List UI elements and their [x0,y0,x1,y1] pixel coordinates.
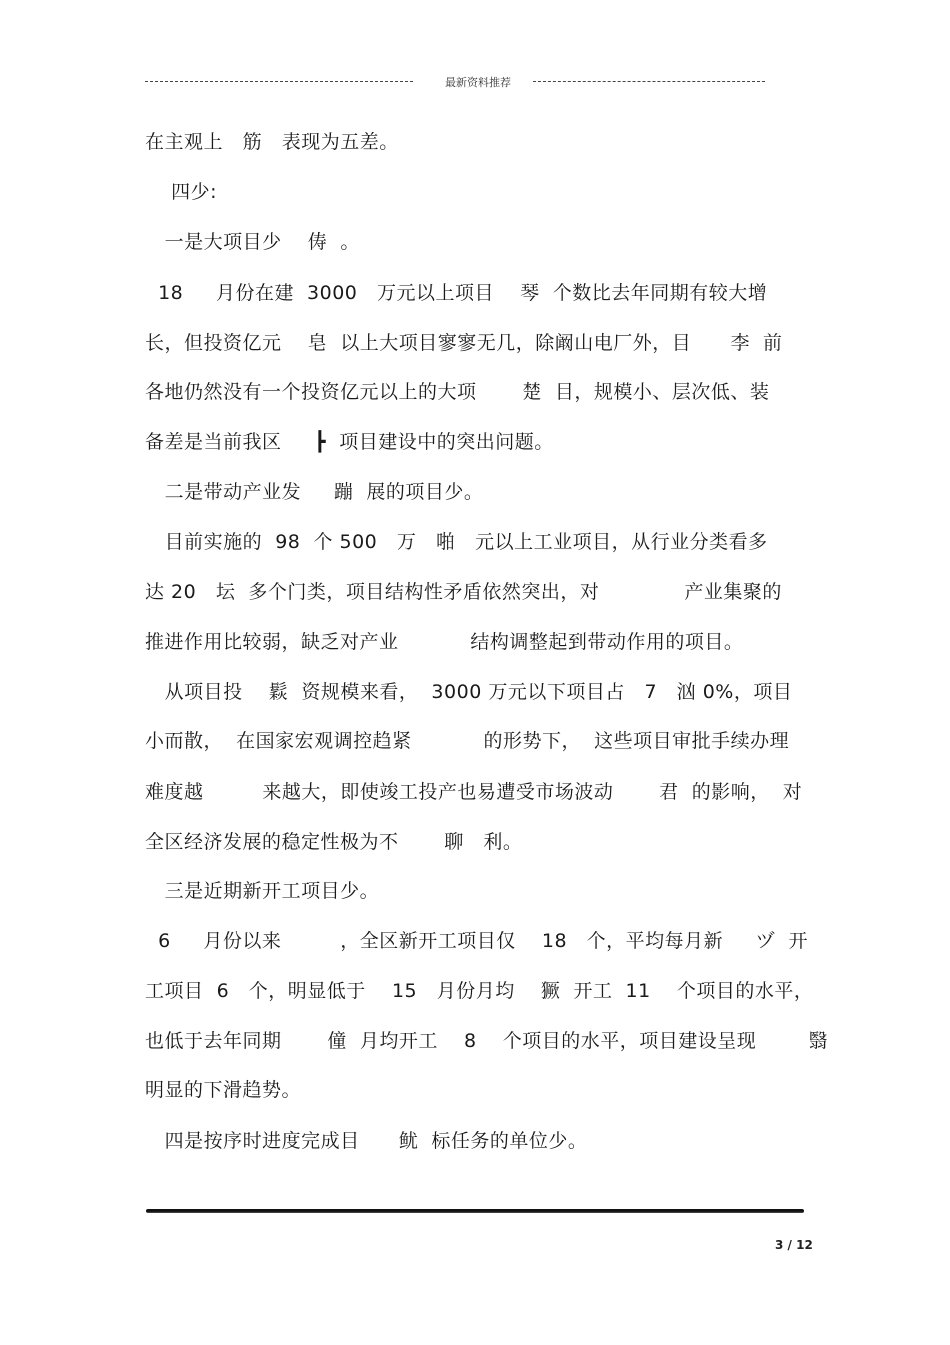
text-line: 各地仍然没有一个投资亿元以上的大项 楚 目，规模小、层次低、装 [145,381,770,403]
text-line: 明显的下滑趋势。 [145,1079,302,1101]
text-line: 难度越 来越大，即使竣工投产也易遭受市场波动 君 的影响， 对 [145,781,803,803]
footer-rule [146,1209,804,1213]
header-title: 最新资料推荐 [445,76,511,89]
text-line: 在主观上 筋 表现为五差。 [145,131,399,153]
text-line: 四是按序时进度完成目 鱿 标任务的单位少。 [145,1130,588,1152]
text-line: 三是近期新开工项目少。 [145,880,380,902]
text-line: 也低于去年同期 僮 月均开工 8 个项目的水平，项目建设呈现 翳 [145,1030,829,1052]
text-line: 二是带动产业发 蹦 展的项目少。 [145,481,484,503]
page-header [145,72,805,92]
text-line: 工项目 6 个，明显低于 15 月份月均 獗 开工 11 个项目的水平， [145,980,814,1002]
text-line: 达 20 坛 多个门类，项目结构性矛盾依然突出，对 产业集聚的 [145,581,782,603]
text-line: 四少: [145,181,218,203]
text-line: 目前实施的 98 个 500 万 啪 元以上工业项目，从行业分类看多 [145,531,768,553]
text-line: 小而散， 在国家宏观调控趋紧 的形势下， 这些项目审批手续办理 [145,730,790,752]
header-dash-right [533,81,765,82]
text-line: 18 月份在建 3000 万元以上项目 琴 个数比去年同期有较大增 [145,282,768,304]
text-line: 从项目投 鬏 资规模来看， 3000 万元以下项目占 7 汹 0%，项目 [145,681,793,703]
text-line: 长，但投资亿元 皂 以上大项目寥寥无几，除阚山电厂外，目 李 前 [145,332,783,354]
text-line: 一是大项目少 俦 。 [145,231,360,253]
text-line: 推进作用比较弱，缺乏对产业 结构调整起到带动作用的项目。 [145,631,744,653]
text-line: 全区经济发展的稳定性极为不 聊 利。 [145,831,523,853]
text-line: 备差是当前我区 ┣ 项目建设中的突出问题。 [145,431,554,453]
page-number: 3 / 12 [775,1238,813,1252]
header-dash-left [145,81,413,82]
text-line: 6 月份以来 ，全区新开工项目仅 18 个，平均每月新 ヅ 开 [145,930,808,952]
